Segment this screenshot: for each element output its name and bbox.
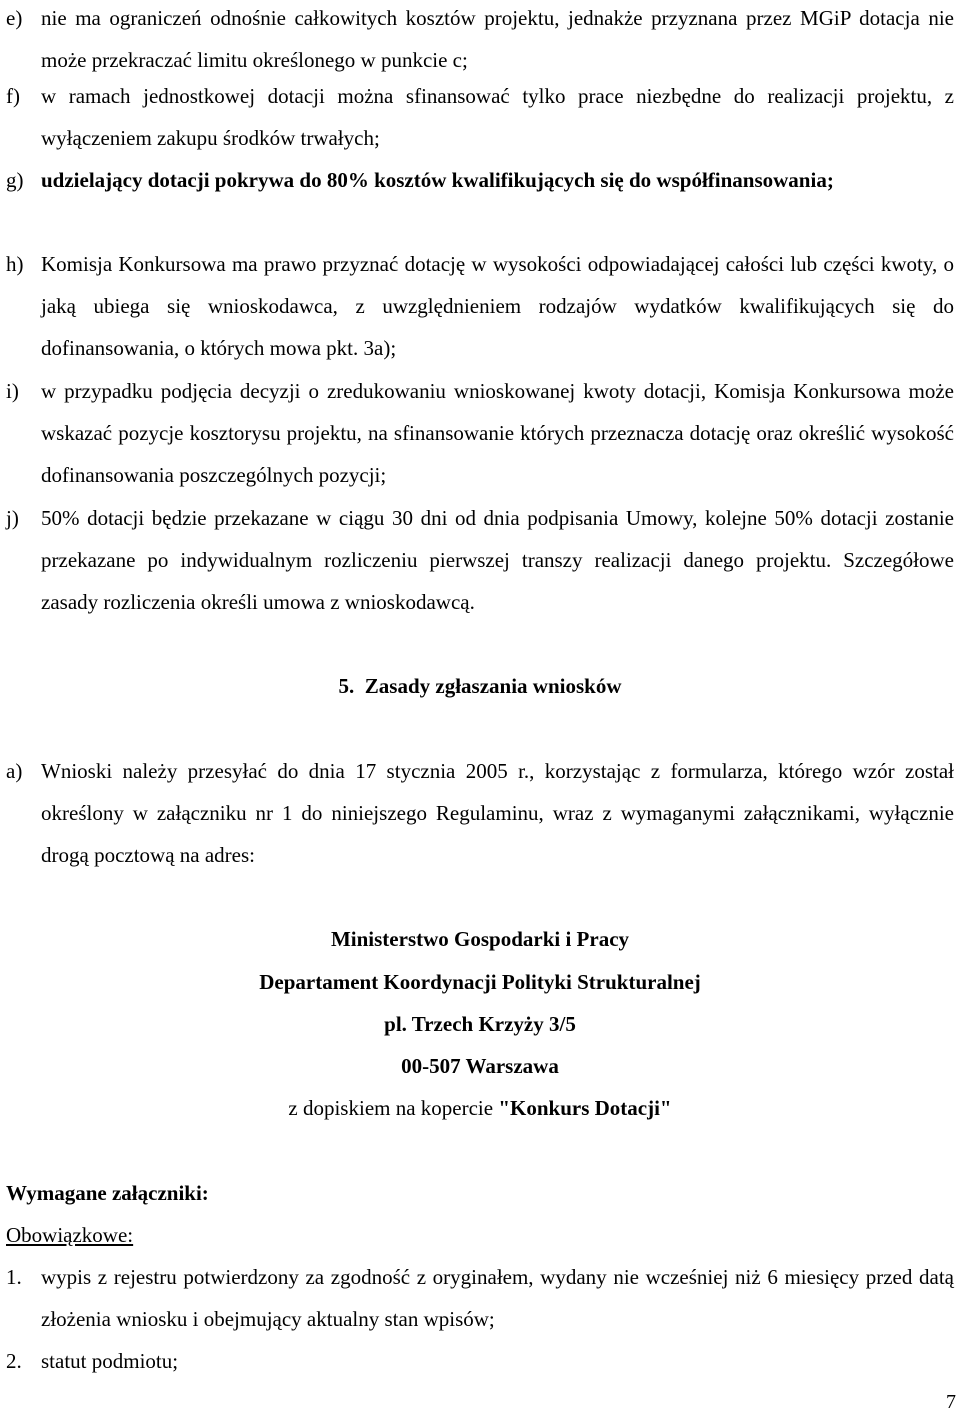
- item-marker: 2.: [6, 1349, 22, 1373]
- item-e: [6, 0, 954, 81]
- item-text: w przypadku podjęcia decyzji o zredukowaniu wnioskowanej kwoty dotacji, Komisja Konkursowa może wskazać pozycje kosztorysu projektu, na sfinansowanie których przeznacza dotację oraz określić wysokość dofinansowania poszczególnych pozycji;: [41, 379, 954, 487]
- address-envelope-note: [0, 1087, 960, 1129]
- address-department: Departament Koordynacji Polityki Strukturalnej: [259, 970, 701, 994]
- item-j: [6, 497, 954, 623]
- item-text: udzielający dotacji pokrywa do 80% kosztów kwalifikujących się do współfinansowania;: [41, 168, 834, 192]
- item-marker: g): [6, 168, 24, 192]
- item-text: Wnioski należy przesyłać do dnia 17 stycznia 2005 r., korzystając z formularza, którego wzór został określony w załączniku nr 1 do niniejszego Regulaminu, wraz z wymaganymi załącznikami, wyłącznie drogą pocztową na adres:: [41, 759, 954, 867]
- item-g: [6, 159, 954, 201]
- envelope-note-prefix: z dopiskiem na kopercie: [288, 1096, 499, 1120]
- section-heading: 5. Zasady zgłaszania wniosków: [338, 674, 622, 698]
- item-marker: h): [6, 252, 24, 276]
- item-text: wypis z rejestru potwierdzony za zgodność z oryginałem, wydany nie wcześniej niż 6 miesięcy przed datą złożenia wniosku i obejmujący aktualny stan wpisów;: [41, 1265, 954, 1331]
- numbered-item-2: [6, 1340, 954, 1382]
- envelope-note-bold: "Konkurs Dotacji": [498, 1096, 672, 1120]
- item-marker: f): [6, 84, 20, 108]
- mandatory-label: Obowiązkowe:: [6, 1223, 134, 1247]
- item-h: [6, 243, 954, 369]
- item-marker: e): [6, 6, 23, 30]
- item-marker: j): [6, 506, 19, 530]
- item-a: [6, 750, 954, 876]
- item-f: [6, 75, 954, 159]
- item-text: w ramach jednostkowej dotacji można sfinansować tylko prace niezbędne do realizacji projektu, z wyłączeniem zakupu środków trwałych;: [41, 84, 954, 150]
- page-number: 7: [946, 1391, 956, 1413]
- item-marker: a): [6, 759, 23, 783]
- item-text: statut podmiotu;: [41, 1349, 179, 1373]
- item-text: Komisja Konkursowa ma prawo przyznać dotację w wysokości odpowiadającej całości lub części kwoty, o jaką ubiega się wnioskodawca, z uwzględnieniem rodzajów wydatków kwalifikujących się do dofinansowania, o których mowa pkt. 3a);: [41, 252, 954, 360]
- item-marker: 1.: [6, 1265, 22, 1289]
- address-institution: Ministerstwo Gospodarki i Pracy: [330, 927, 630, 951]
- item-i: [6, 370, 954, 496]
- item-text: 50% dotacji będzie przekazane w ciągu 30 dni od dnia podpisania Umowy, kolejne 50% dotacji zostanie przekazane po indywidualnym rozliczeniu pierwszej transzy realizacji danego projektu. Szczegółowe zasady rozliczenia określi umowa z wnioskodawcą.: [41, 506, 954, 614]
- address-city: 00-507 Warszawa: [401, 1054, 559, 1078]
- required-attachments-heading: Wymagane załączniki:: [6, 1181, 209, 1205]
- item-text: nie ma ograniczeń odnośnie całkowitych kosztów projektu, jednakże przyznana przez MGiP dotacja nie może przekraczać limitu określonego w punkcie c;: [41, 6, 954, 72]
- numbered-item-1: [6, 1256, 954, 1340]
- address-street: pl. Trzech Krzyży 3/5: [384, 1012, 576, 1036]
- item-marker: i): [6, 379, 19, 403]
